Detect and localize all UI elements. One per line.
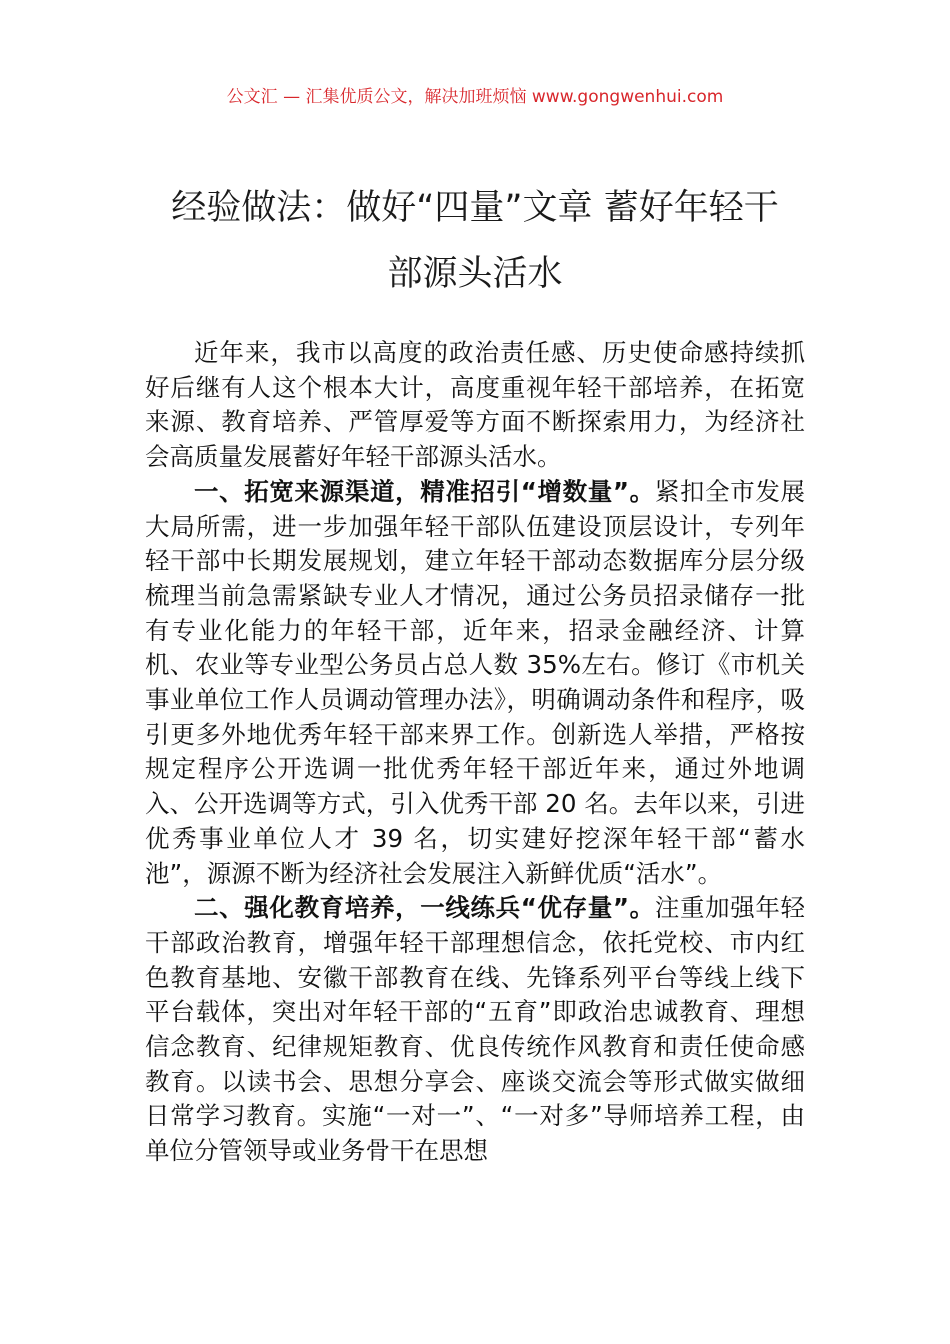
paragraph-text: 近年来，我市以高度的政治责任感、历史使命感持续抓好后继有人这个根本大计，高度重视年轻干部培养，在拓宽来源、教育培养、严管厚爱等方面不断探索用力，为经济社会高质量发展蓄好年轻干部源头活水。 [145,338,805,472]
paragraph-section-1 [145,475,805,891]
header-banner: 公文汇 — 汇集优质公文，解决加班烦恼 www.gongwenhui.com [226,87,724,107]
paragraph-lead: 二、强化教育培养，一线练兵“优存量”。 [194,893,655,923]
paragraph-lead: 一、拓宽来源渠道，精准招引“增数量”。 [194,476,655,506]
document-body [145,336,805,1169]
paragraph-text: 紧扣全市发展大局所需，进一步加强年轻干部队伍建设顶层设计，专列年轻干部中长期发展规划，建立年轻干部动态数据库分层分级梳理当前急需紧缺专业人才情况，通过公务员招录储存一批有专业化能力的年轻干部，近年来，招录金融经济、计算机、农业等专业型公务员占总人数 35%左右。修订《市机关事业单位工作人员调动管理办法》，明确调动条件和程序，吸引更多外地优秀年轻干部来界工作。创新选人举措，严格按规定程序公开选调一批优秀年轻干部近年来，通过外地调入、公开选调等方式，引入优秀干部 20 名。去年以来，引进优秀事业单位人才 39 名，切实建好挖深年轻干部“蓄水池”，源源不断为经济社会发展注入新鲜优质“活水”。 [145,476,805,888]
paragraph-text: 注重加强年轻干部政治教育，增强年轻干部理想信念，依托党校、市内红色教育基地、安徽干部教育在线、先锋系列平台等线上线下平台载体，突出对年轻干部的“五育”即政治忠诚教育、理想信念教育、纪律规矩教育、优良传统作风教育和责任使命感教育。以读书会、思想分享会、座谈交流会等形式做实做细日常学习教育。实施“一对一”、“一对多”导师培养工程，由单位分管领导或业务骨干在思想 [145,893,805,1166]
paragraph-intro [145,336,805,475]
document-title-line-2: 部源头活水 [387,254,563,294]
paragraph-section-2 [145,891,805,1169]
document-title-line-1: 经验做法：做好“四量”文章 蓄好年轻干 [171,188,779,228]
